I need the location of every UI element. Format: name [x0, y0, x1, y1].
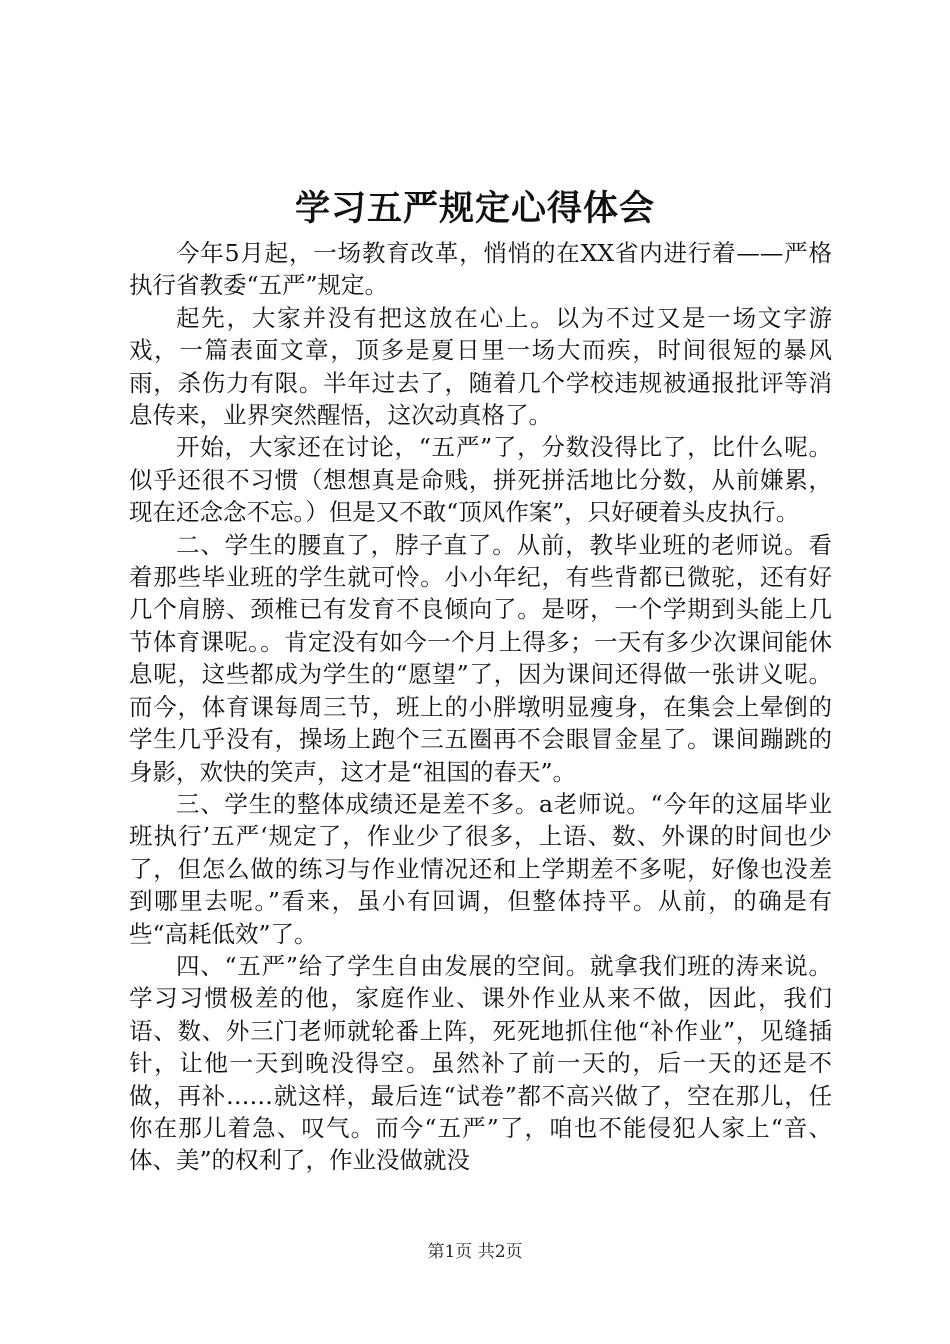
page-footer: 第1页 共2页 [427, 1242, 523, 1262]
paragraph-1: 今年5月起，一场教育改革，悄悄的在XX省内进行着——严格执行省教委“五严”规定。 [129, 239, 832, 300]
paragraph-5: 三、学生的整体成绩还是差不多。a老师说。“今年的这届毕业班执行’五严‘规定了，作业少了很多，上语、数、外课的时间也少了，但怎么做的练习与作业情况还和上学期差不多呢，好像也没差到哪里去呢。”看来，虽小有回调，但整体持平。从前，的确是有些“高耗低效”了。 [129, 789, 832, 948]
document-body [129, 237, 832, 1177]
document-title: 学习五严规定心得体会 [294, 188, 655, 229]
paragraph-2: 起先，大家并没有把这放在心上。以为不过又是一场文字游戏，一篇表面文章，顶多是夏日里一场大而疾，时间很短的暴风雨，杀伤力有限。半年过去了，随着几个学校违规被通报批评等消息传来，业界突然醒悟，这次动真格了。 [129, 303, 832, 430]
paragraph-4: 二、学生的腰直了，脖子直了。从前，教毕业班的老师说。看着那些毕业班的学生就可怜。小小年纪，有些背都已微驼，还有好几个肩膀、颈椎已有发育不良倾向了。是呀，一个学期到头能上几节体育课呢。。肯定没有如今一个月上得多；一天有多少次课间能休息呢，这些都成为学生的“愿望”了，因为课间还得做一张讲义呢。而今，体育课每周三节，班上的小胖墩明显瘦身，在集会上晕倒的学生几乎没有，操场上跑个三五圈再不会眼冒金星了。课间蹦跳的身影，欢快的笑声，这才是“祖国的春天”。 [129, 530, 832, 786]
paragraph-6: 四、“五严”给了学生自由发展的空间。就拿我们班的涛来说。学习习惯极差的他，家庭作业、课外作业从来不做，因此，我们语、数、外三门老师就轮番上阵，死死地抓住他“补作业”，见缝插针，让他一天到晚没得空。虽然补了前一天的，后一天的还是不做，再补……就这样，最后连“试卷”都不高兴做了，空在那儿，任你在那儿着急、叹气。而今“五严”了，咱也不能侵犯人家上“音、体、美”的权利了，作业没做就没 [129, 951, 832, 1175]
paragraph-3: 开始，大家还在讨论，“五严”了，分数没得比了，比什么呢。似乎还很不习惯（想想真是命贱，拼死拼活地比分数，从前嫌累，现在还念念不忘。）但是又不敢“顶风作案”，只好硬着头皮执行。 [129, 433, 832, 527]
